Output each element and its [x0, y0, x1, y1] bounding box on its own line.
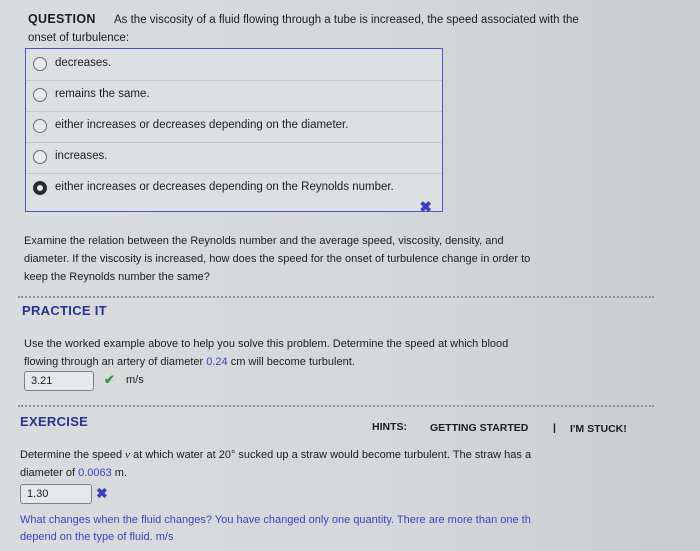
question-heading: QUESTION: [28, 12, 96, 26]
option-decreases[interactable]: [26, 49, 442, 81]
divider: [18, 405, 654, 407]
option-increases[interactable]: [26, 142, 442, 174]
exercise-answer-input[interactable]: 1.30: [20, 484, 92, 504]
im-stuck-link[interactable]: I'M STUCK!: [570, 423, 627, 435]
diameter-value: 0.0063: [78, 467, 112, 479]
exercise-line2: diameter of 0.0063 m.: [20, 467, 128, 479]
incorrect-icon: ✖: [419, 199, 432, 216]
correct-check-icon: ✔: [104, 372, 115, 387]
option-label: remains the same.: [55, 88, 150, 100]
radio-button[interactable]: [33, 88, 47, 102]
answer-options: [25, 48, 443, 216]
option-remains-same[interactable]: [26, 80, 442, 112]
incorrect-icon: ✖: [96, 485, 108, 501]
hints-label: HINTS:: [372, 421, 407, 433]
practice-answer-input[interactable]: 3.21: [24, 371, 94, 391]
practice-line2: flowing through an artery of diameter 0.24 cm will become turbulent.: [24, 356, 355, 368]
option-label: decreases.: [55, 57, 112, 69]
radio-button-selected[interactable]: [33, 181, 47, 195]
practice-unit: m/s: [126, 374, 144, 386]
option-label: either increases or decreases depending on the Reynolds number.: [55, 181, 394, 193]
radio-button[interactable]: [33, 150, 47, 164]
hints-separator: |: [553, 422, 556, 434]
divider: [18, 296, 654, 298]
diameter-value: 0.24: [206, 356, 228, 368]
exercise-feedback-line1: What changes when the fluid changes? You have changed only one quantity. There are more than one th: [20, 514, 531, 526]
option-label: either increases or decreases depending on the diameter.: [55, 119, 349, 131]
feedback-line1: Examine the relation between the Reynolds number and the average speed, viscosity, density, and: [24, 235, 504, 247]
option-depends-reynolds[interactable]: [26, 173, 442, 214]
exercise-title: EXERCISE: [20, 414, 89, 429]
question-text-line2: onset of turbulence:: [28, 32, 130, 44]
feedback-line3: keep the Reynolds number the same?: [24, 271, 210, 283]
exercise-line1: Determine the speed v at which water at 20° sucked up a straw would become turbulent. The straw has a: [20, 449, 532, 461]
practice-title: PRACTICE IT: [22, 303, 107, 318]
feedback-line2: diameter. If the viscosity is increased, how does the speed for the onset of turbulence change in order to: [24, 253, 531, 265]
exercise-feedback-line2: depend on the type of fluid. m/s: [20, 531, 174, 543]
practice-line1: Use the worked example above to help you solve this problem. Determine the speed at which blood: [24, 338, 509, 350]
question-text-line1: As the viscosity of a fluid flowing through a tube is increased, the speed associated with the: [114, 14, 579, 26]
radio-button[interactable]: [33, 119, 47, 133]
radio-button[interactable]: [33, 57, 47, 71]
option-depends-diameter[interactable]: [26, 111, 442, 143]
speed-variable: v: [125, 449, 131, 461]
option-label: increases.: [55, 150, 108, 162]
getting-started-link[interactable]: GETTING STARTED: [430, 422, 529, 434]
